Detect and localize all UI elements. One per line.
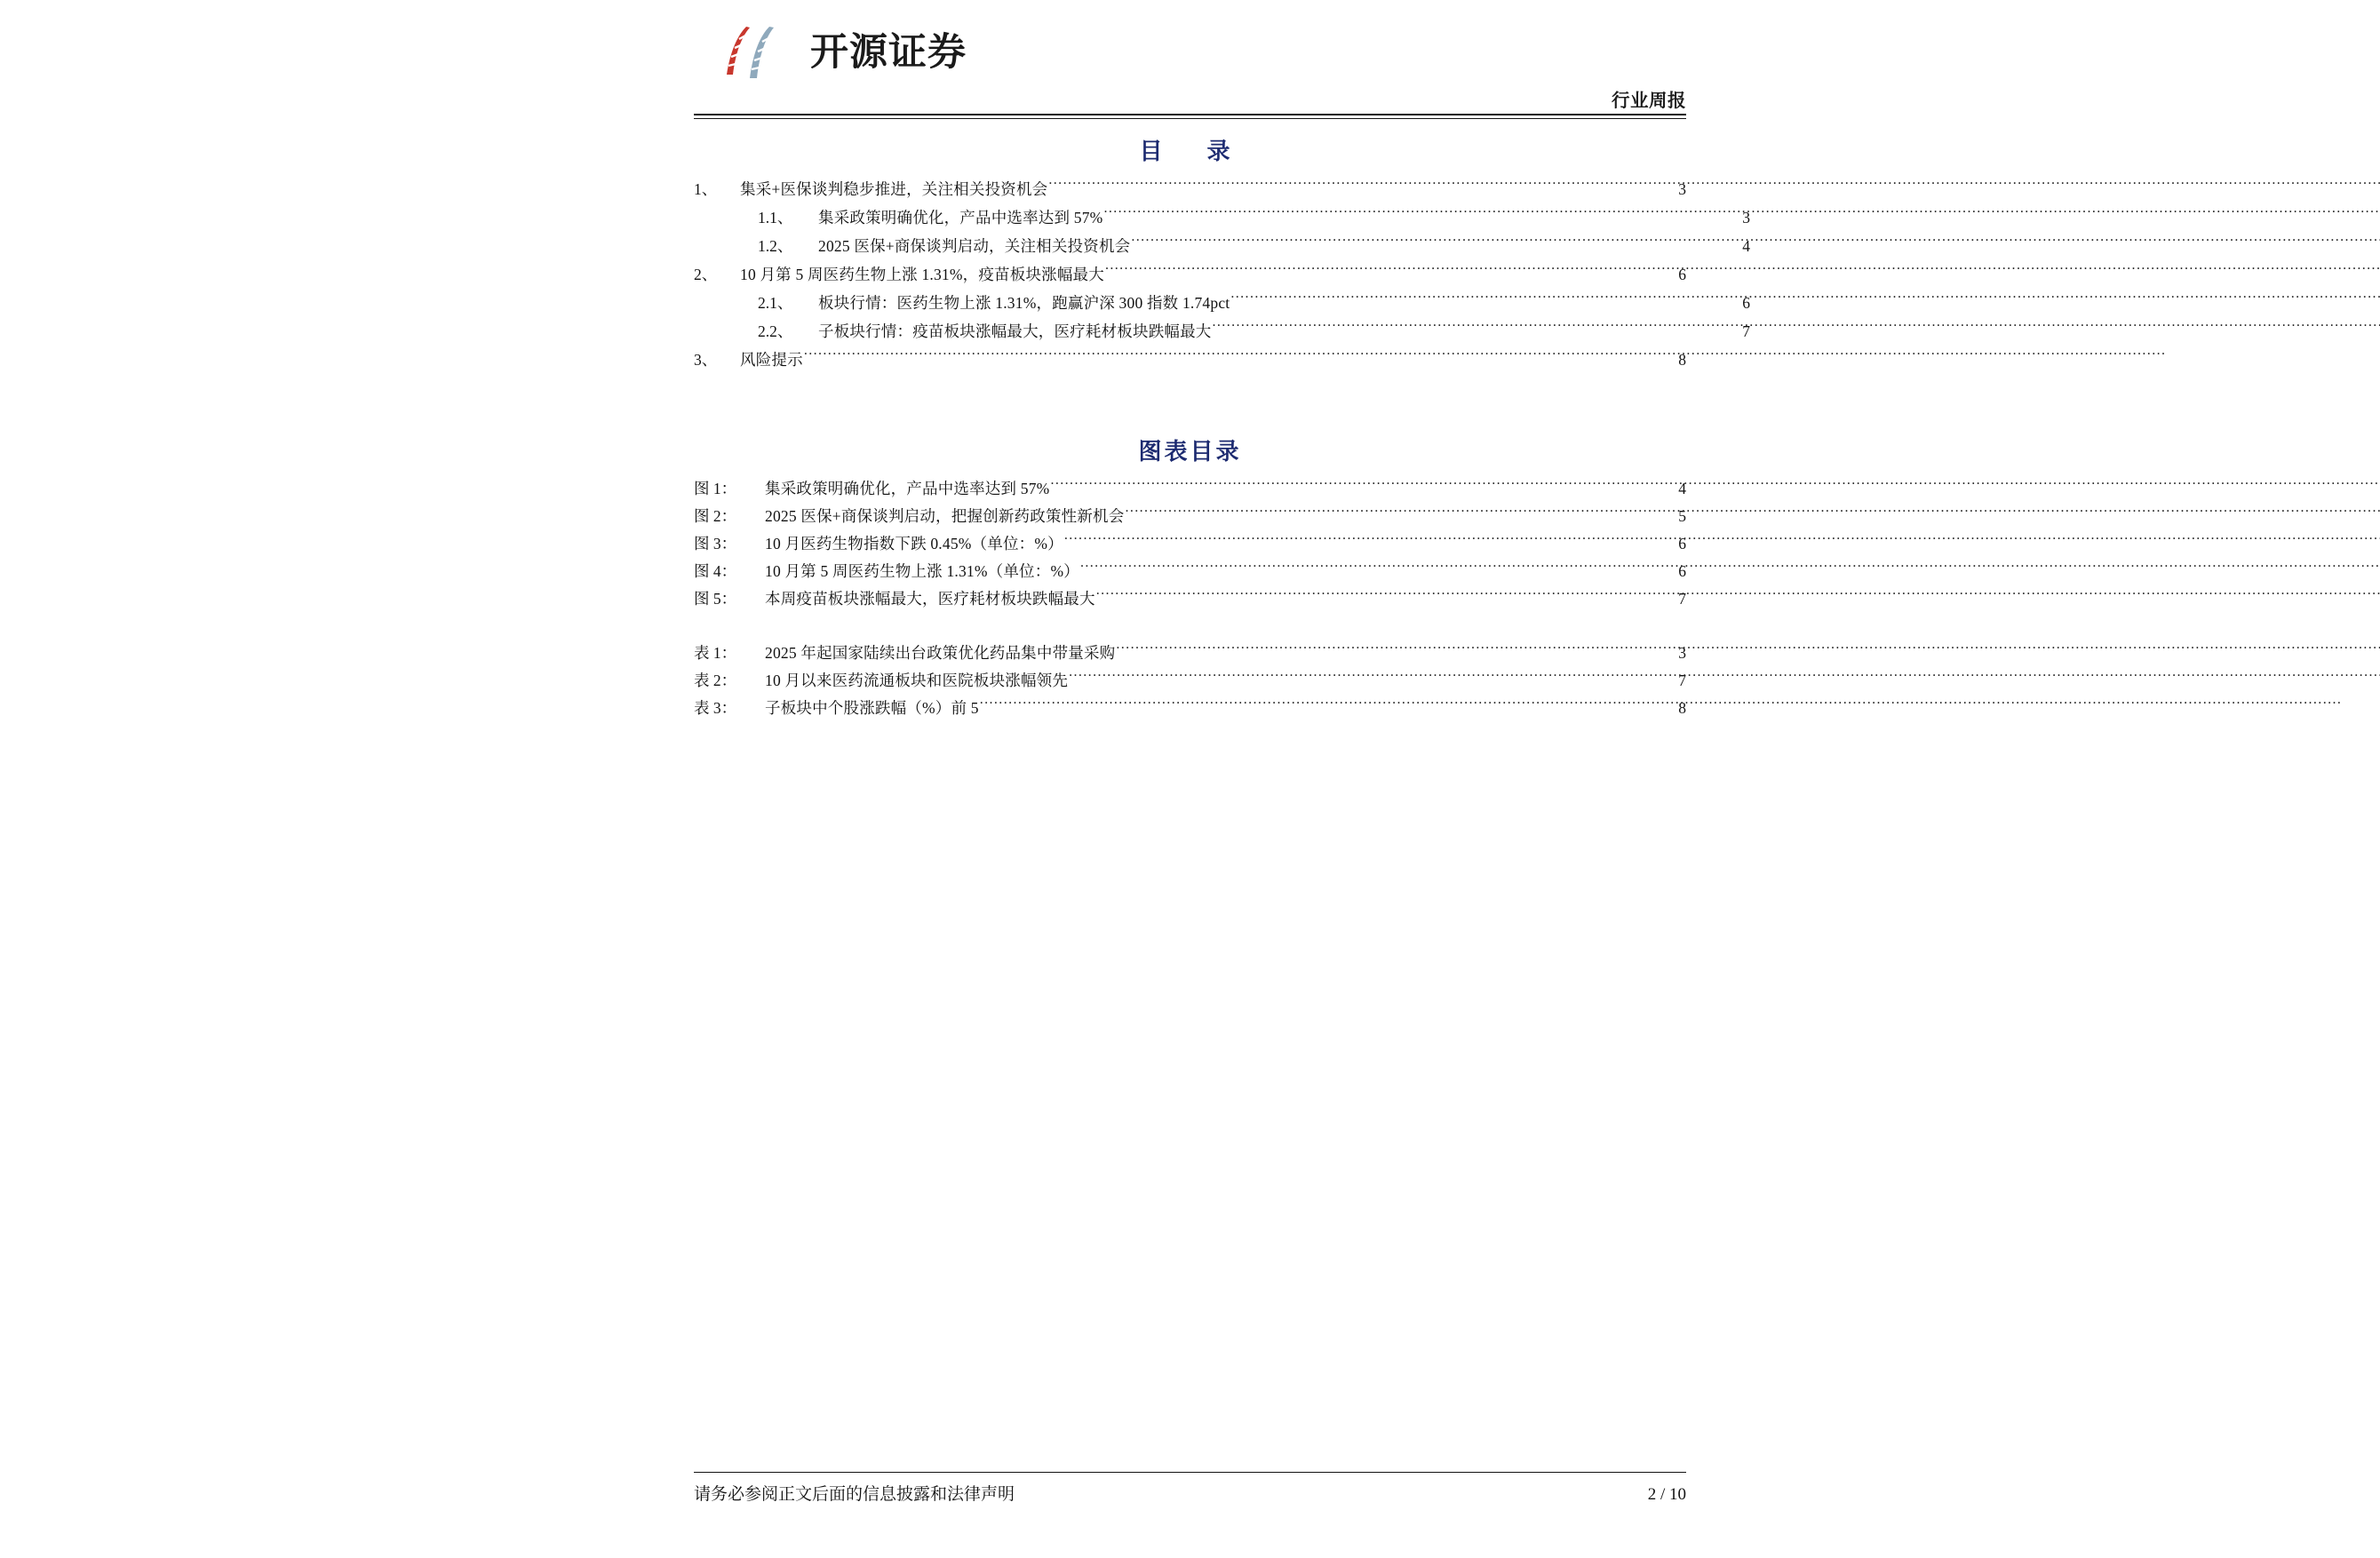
dot-leader: [1116, 643, 1671, 659]
toc-entry-label: 2025 医保+商保谈判启动，关注相关投资机会: [818, 237, 1131, 255]
header-rule-thin: [694, 118, 1686, 119]
figure-entry-number: 图 4：: [694, 562, 737, 580]
toc-entry-page: 6: [1742, 294, 1750, 312]
figure-entry-page: 6: [1678, 562, 1686, 580]
dot-leader: [1125, 506, 1671, 522]
toc-list: [694, 175, 1750, 374]
figure-table-heading: 图表目录: [1138, 439, 1242, 465]
toc-entry-label: 风险提示: [740, 351, 803, 369]
table-entry-label: 10 月以来医药流通板块和医院板块涨幅领先: [765, 672, 1069, 689]
figure-list: [694, 475, 1686, 613]
dot-leader: [1050, 479, 1671, 495]
table-entry-page: 3: [1678, 644, 1686, 662]
dot-leader: [1105, 265, 1671, 281]
toc-entry-page: 6: [1678, 266, 1686, 283]
toc-entry-number: 2.2、: [758, 322, 793, 340]
dot-leader: [1131, 236, 1735, 252]
footer-rule: [694, 1472, 1686, 1473]
dot-leader: [804, 350, 1671, 366]
toc-entry-page: 8: [1678, 351, 1686, 369]
table-entry-number: 表 1：: [694, 644, 737, 662]
dot-leader: [1230, 293, 1735, 309]
dot-leader: [1103, 208, 1735, 224]
figure-entry-label: 2025 医保+商保谈判启动，把握创新药政策性新机会: [765, 507, 1125, 525]
page-footer: [694, 1481, 1686, 1505]
dot-leader: [980, 698, 1671, 714]
toc-entry-number: 1.1、: [758, 209, 793, 227]
table-entry-label: 子板块中个股涨跌幅（%）前 5: [765, 699, 979, 717]
dot-leader: [1048, 179, 1671, 195]
logo-text: 开源证券: [810, 29, 967, 75]
toc-entry[interactable]: [694, 346, 1686, 374]
logo-mark-icon: [723, 25, 798, 80]
dot-leader: [1064, 534, 1671, 550]
figure-entry-page: 7: [1678, 590, 1686, 608]
figure-entry-label: 本周疫苗板块涨幅最大，医疗耗材板块跌幅最大: [765, 590, 1095, 608]
toc-entry-label: 板块行情：医药生物上涨 1.31%，跑赢沪深 300 指数 1.74pct: [818, 294, 1230, 312]
toc-entry-page: 4: [1742, 237, 1750, 255]
toc-entry-page: 3: [1742, 209, 1750, 227]
dot-leader: [1069, 671, 1671, 687]
figure-entry-number: 图 3：: [694, 535, 737, 552]
document-page: [639, 0, 1750, 1558]
figure-entry-label: 集采政策明确优化，产品中选率达到 57%: [765, 480, 1050, 497]
toc-entry-page: 7: [1742, 322, 1750, 340]
figure-entry-page: 5: [1678, 507, 1686, 525]
page-header: [639, 0, 1741, 121]
dot-leader: [1096, 589, 1671, 605]
toc-entry-label: 子板块行情：疫苗板块涨幅最大，医疗耗材板块跌幅最大: [818, 322, 1212, 340]
figure-entry[interactable]: [694, 585, 1686, 613]
figure-entry-number: 图 5：: [694, 590, 737, 608]
company-logo: [723, 23, 967, 82]
figure-entry-label: 10 月医药生物指数下跌 0.45%（单位：%）: [765, 535, 1063, 552]
table-entry[interactable]: [694, 695, 1686, 722]
toc-entry-label: 集采+医保谈判稳步推进，关注相关投资机会: [740, 180, 1048, 198]
table-entry-number: 表 3：: [694, 699, 737, 717]
toc-entry-number: 1、: [694, 180, 718, 198]
table-entry-number: 表 2：: [694, 672, 737, 689]
table-entry-label: 2025 年起国家陆续出台政策优化药品集中带量采购: [765, 644, 1116, 662]
footer-disclaimer: 请务必参阅正文后面的信息披露和法律声明: [694, 1485, 1015, 1504]
footer-page-number: 2 / 10: [1647, 1485, 1686, 1504]
toc-entry-number: 1.2、: [758, 237, 793, 255]
table-list: [694, 640, 1686, 722]
toc-entry-number: 3、: [694, 351, 718, 369]
toc-entry-label: 集采政策明确优化，产品中选率达到 57%: [818, 209, 1103, 227]
dot-leader: [1080, 561, 1671, 577]
figure-entry-page: 4: [1678, 480, 1686, 497]
header-rule-thick: [694, 114, 1686, 115]
table-entry-page: 7: [1678, 672, 1686, 689]
table-entry-page: 8: [1678, 699, 1686, 717]
figure-entry-page: 6: [1678, 535, 1686, 552]
toc-entry-label: 10 月第 5 周医药生物上涨 1.31%，疫苗板块涨幅最大: [740, 266, 1104, 283]
toc-entry-page: 3: [1678, 180, 1686, 198]
figure-entry-number: 图 2：: [694, 507, 737, 525]
figure-entry-number: 图 1：: [694, 480, 737, 497]
dot-leader: [1213, 322, 1736, 338]
toc-entry-number: 2、: [694, 266, 718, 283]
figure-entry-label: 10 月第 5 周医药生物上涨 1.31%（单位：%）: [765, 562, 1079, 580]
toc-entry-number: 2.1、: [758, 294, 793, 312]
report-type-label: 行业周报: [1612, 91, 1686, 111]
toc-heading: 目 录: [1139, 139, 1241, 164]
